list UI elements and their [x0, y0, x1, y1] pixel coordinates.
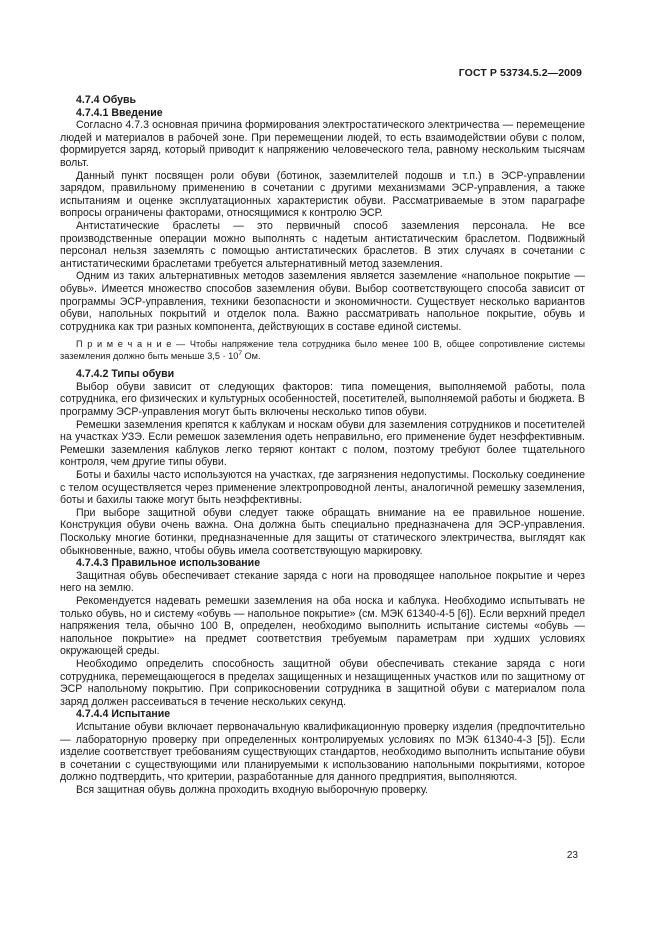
- document-body: [60, 94, 585, 796]
- document-id-header: ГОСТ Р 53734.5.2—2009: [458, 67, 582, 79]
- page-number: 23: [566, 850, 578, 861]
- paragraph: Защитная обувь обеспечивает стекание заряда с ноги на проводящее напольное покрытие и через него на землю.: [60, 569, 585, 595]
- note-unit: Ом.: [241, 350, 261, 361]
- heading-4-7-4-2: 4.7.4.2 Типы обуви: [76, 368, 175, 381]
- paragraph: Согласно 4.7.3 основная причина формирования электростатического электричества — перемещение людей и материалов в рабочей зоне. При перемещении людей, то есть взаимодействии обуви с полом, формируется заряд, который приводит к напряжению человеческого тела, равному нескольким тысячам вольт.: [60, 119, 585, 169]
- note: [60, 339, 585, 362]
- paragraph: При выборе защитной обуви следует также обращать внимание на ее правильное ношение. Конструкция обуви очень важна. Она должна быть специально предназначена для ЭСР-управления. Поскольку многие ботинки, предназначенные для защиты от статического электричества, выглядят как обыкновенные, важно, чтобы обувь имела соответствующую маркировку.: [60, 506, 585, 557]
- heading-4-7-4-4: 4.7.4.4 Испытание: [76, 708, 171, 721]
- heading-4-7-4-3: 4.7.4.3 Правильное использование: [76, 557, 261, 570]
- paragraph: Одним из таких альтернативных методов заземления является заземление «напольное покрытие — обувь». Имеется множество способов заземления обуви. Выбор соответствующего способа зависит от программы ЭСР-управления, техники безопасности и экономичности. Существует несколько вариантов обуви, напольных покрытий и отделок пола. Важно рассматривать напольное покрытие, обувь и сотрудника как три разных компонента, действующих в составе единой системы.: [60, 270, 585, 333]
- paragraph: Испытание обуви включает первоначальную квалификационную проверку изделия (предпочтительно — лабораторную проверку при определенных контролируемых условиях по МЭК 61340-4-3 [5]). Если изделие соответствует требованиям существующих стандартов, необходимо выполнить испытание обуви в сочетании с существующими или планируемыми к использованию напольными покрытиями, которое должно подтвердить, что критерии, разработанные для данного предприятия, выполняются.: [60, 720, 585, 784]
- note-exponent: 7: [238, 349, 242, 357]
- note-text: П р и м е ч а н и е — Чтобы напряжение тела сотрудника было менее 100 В, общее сопротивление системы заземления должно быть меньше 3,5 · 10: [60, 339, 585, 361]
- paragraph: Рекомендуется надевать ремешки заземления на оба носка и каблука. Необходимо испытывать не только обувь, но и систему «обувь — напольное покрытие» (см. МЭК 61340-4-5 [6]). Если верхний предел напряжения тела, обычно 100 В, определен, необходимо выполнить испытание системы «обувь — напольное покрытие» на предмет соответствия требуемым параметрам при худших условиях окружающей среды.: [60, 594, 585, 658]
- paragraph: Боты и бахилы часто используются на участках, где загрязнения недопустимы. Поскольку соединение с телом осуществляется через применение электропроводной ленты, аналогичной ремешку заземления, боты и бахилы также могут быть неэффективны.: [60, 469, 585, 507]
- paragraph: Данный пункт посвящен роли обуви (ботинок, заземлителей подошв и т.п.) в ЭСР-управлении зарядом, правильному применению в сочетании с другими механизмами ЭСР-управления, а также испытаниям и оценке эксплуатационных характеристик обуви. Рассматриваемые в этом параграфе вопросы ограничены факторами, относящимися к контролю ЭСР.: [60, 169, 585, 220]
- paragraph: Ремешки заземления крепятся к каблукам и носкам обуви для заземления сотрудников и посетителей на участках УЗЭ. Если ремешок заземления одеть неправильно, его применение будет неэффективным. Ремешки заземления каблуков легко теряют контакт с полом, поэтому требуют более тщательного контроля, чем другие типы обуви.: [60, 418, 585, 469]
- paragraph: Выбор обуви зависит от следующих факторов: типа помещения, выполняемой работы, пола сотрудника, его физических и культурных особенностей, посетителей, выполняемой работы и бюджета. В программу ЭСР-управления могут быть включены несколько типов обуви.: [60, 380, 585, 419]
- paragraph: Вся защитная обувь должна проходить входную выборочную проверку.: [76, 783, 428, 796]
- heading-4-7-4: 4.7.4 Обувь: [76, 94, 137, 106]
- heading-4-7-4-1: 4.7.4.1 Введение: [76, 106, 163, 119]
- paragraph: Антистатические браслеты — это первичный способ заземления персонала. Не все производственные операции можно выполнять с надетым антистатическим браслетом. Подвижный персонал нельзя заземлять с помощью антистатических браслетов. В этих случаях в сочетании с антистатическими браслетами требуется альтернативный метод заземления.: [60, 219, 585, 270]
- paragraph: Необходимо определить способность защитной обуви обеспечивать стекание заряда с ноги сотрудника, перемещающегося в пределах защищенных и незащищенных участков или по защитному от ЭСР напольному покрытию. При соприкосновении сотрудника в защитной обуви с материалом пола заряд должен рассеиваться в течение нескольких секунд.: [60, 657, 585, 708]
